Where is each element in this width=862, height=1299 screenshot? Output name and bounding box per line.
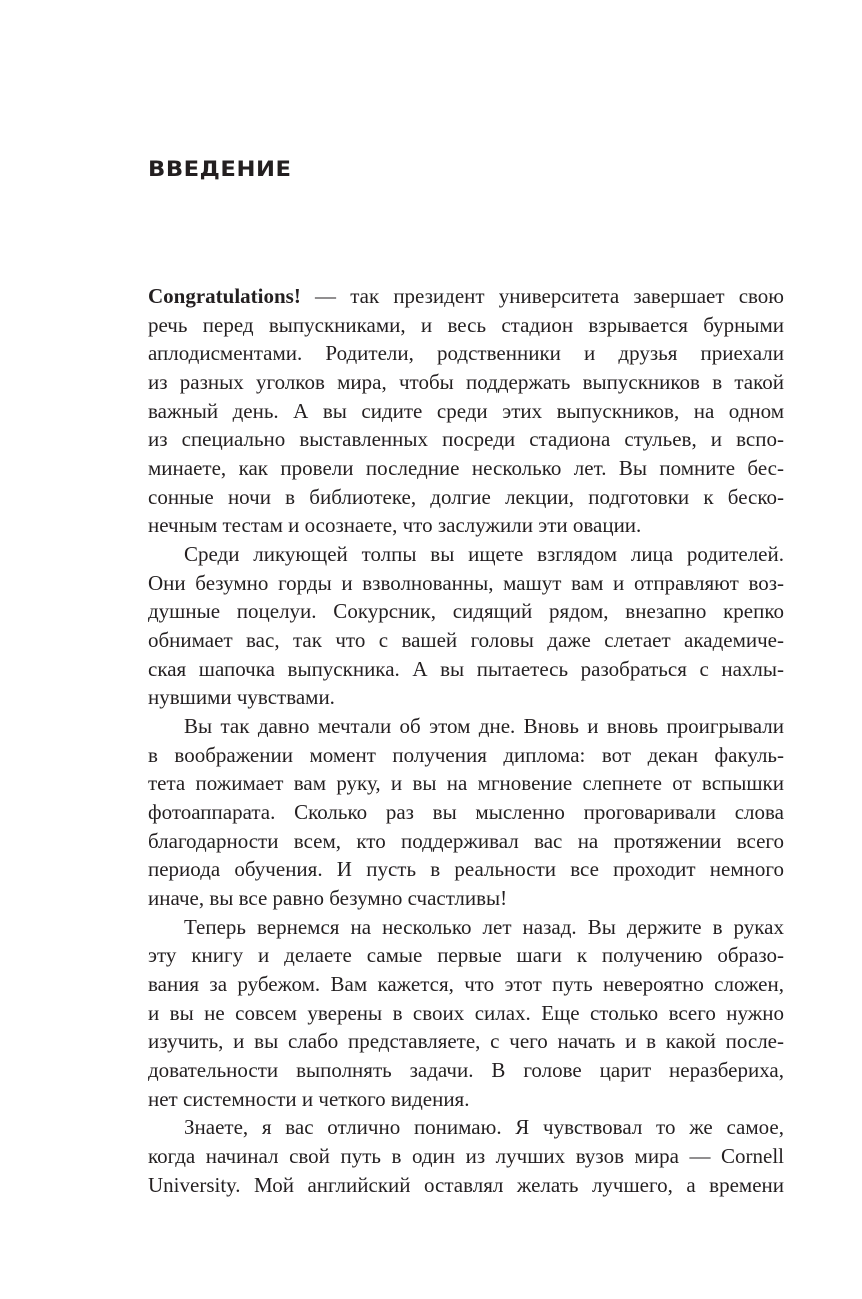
text-line: когда начинал свой путь в один из лучших вузов мира — Cornell <box>148 1144 784 1169</box>
text-line: периода обучения. И пусть в реальности все проходит немного <box>148 857 784 882</box>
paragraph <box>148 282 784 540</box>
text-line: University. Мой английский оставлял желать лучшего, а времени <box>148 1172 784 1197</box>
line-text: — так президент университета завершает свою <box>300 284 784 308</box>
text-line: Они безумно горды и взволнованны, машут вам и отправляют воз- <box>148 570 784 595</box>
text-line: нечным тестам и осознаете, что заслужили эти овации. <box>148 513 642 538</box>
text-line: эту книгу и делаете самые первые шаги к получению образо- <box>148 943 784 968</box>
text-line: важный день. А вы сидите среди этих выпускников, на одном <box>148 398 784 423</box>
text-line: нет системности и четкого видения. <box>148 1086 470 1111</box>
paragraph <box>148 540 784 712</box>
text-line: фотоаппарата. Сколько раз вы мысленно проговаривали слова <box>148 800 784 825</box>
text-line <box>148 282 784 311</box>
text-line: речь перед выпускниками, и весь стадион взрывается бурными <box>148 312 784 337</box>
text-line: иначе, вы все равно безумно счастливы! <box>148 886 508 911</box>
text-line: изучить, и вы слабо представляете, с чего начать и в какой после- <box>148 1029 784 1054</box>
text-line: сонные ночи в библиотеке, долгие лекции, подготовки к беско- <box>148 484 784 509</box>
text-line: довательности выполнять задачи. В голове царит неразбериха, <box>148 1058 784 1083</box>
text-line: тета пожимает вам руку, и вы на мгновение слепнете от вспышки <box>148 771 784 796</box>
text-line: ская шапочка выпускника. А вы пытаетесь разобраться с нахлы- <box>148 656 784 681</box>
text-line: и вы не совсем уверены в своих силах. Еще столько всего нужно <box>148 1000 784 1025</box>
paragraph <box>148 1113 784 1199</box>
text-line: Среди ликующей толпы вы ищете взглядом лица родителей. <box>184 542 784 567</box>
paragraph <box>148 913 784 1114</box>
text-line: душные поцелуи. Сокурсник, сидящий рядом, внезапно крепко <box>148 599 784 624</box>
text-line: из разных уголков мира, чтобы поддержать выпускников в такой <box>148 370 784 395</box>
lead-word: Congratulations! <box>148 284 301 308</box>
text-line: обнимает вас, так что с вашей головы даже слетает академиче- <box>148 628 784 653</box>
text-line: минаете, как провели последние несколько лет. Вы помните бес- <box>148 456 784 481</box>
text-line: нувшими чувствами. <box>148 685 335 710</box>
text-line: в воображении момент получения диплома: вот декан факуль- <box>148 742 784 767</box>
text-line: аплодисментами. Родители, родственники и друзья приехали <box>148 341 784 366</box>
body-text <box>148 282 784 1200</box>
text-line: Теперь вернемся на несколько лет назад. Вы держите в руках <box>184 914 784 939</box>
text-line: Знаете, я вас отлично понимаю. Я чувствовал то же самое, <box>184 1115 784 1140</box>
text-line: из специально выставленных посреди стадиона стульев, и вспо- <box>148 427 784 452</box>
text-line: вания за рубежом. Вам кажется, что этот путь невероятно сложен, <box>148 972 784 997</box>
chapter-heading: ВВЕДЕНИЕ <box>148 157 292 181</box>
paragraph <box>148 712 784 913</box>
text-line: Вы так давно мечтали об этом дне. Вновь и вновь проигрывали <box>184 714 784 739</box>
text-line: благодарности всем, кто поддерживал вас на протяжении всего <box>148 828 784 853</box>
